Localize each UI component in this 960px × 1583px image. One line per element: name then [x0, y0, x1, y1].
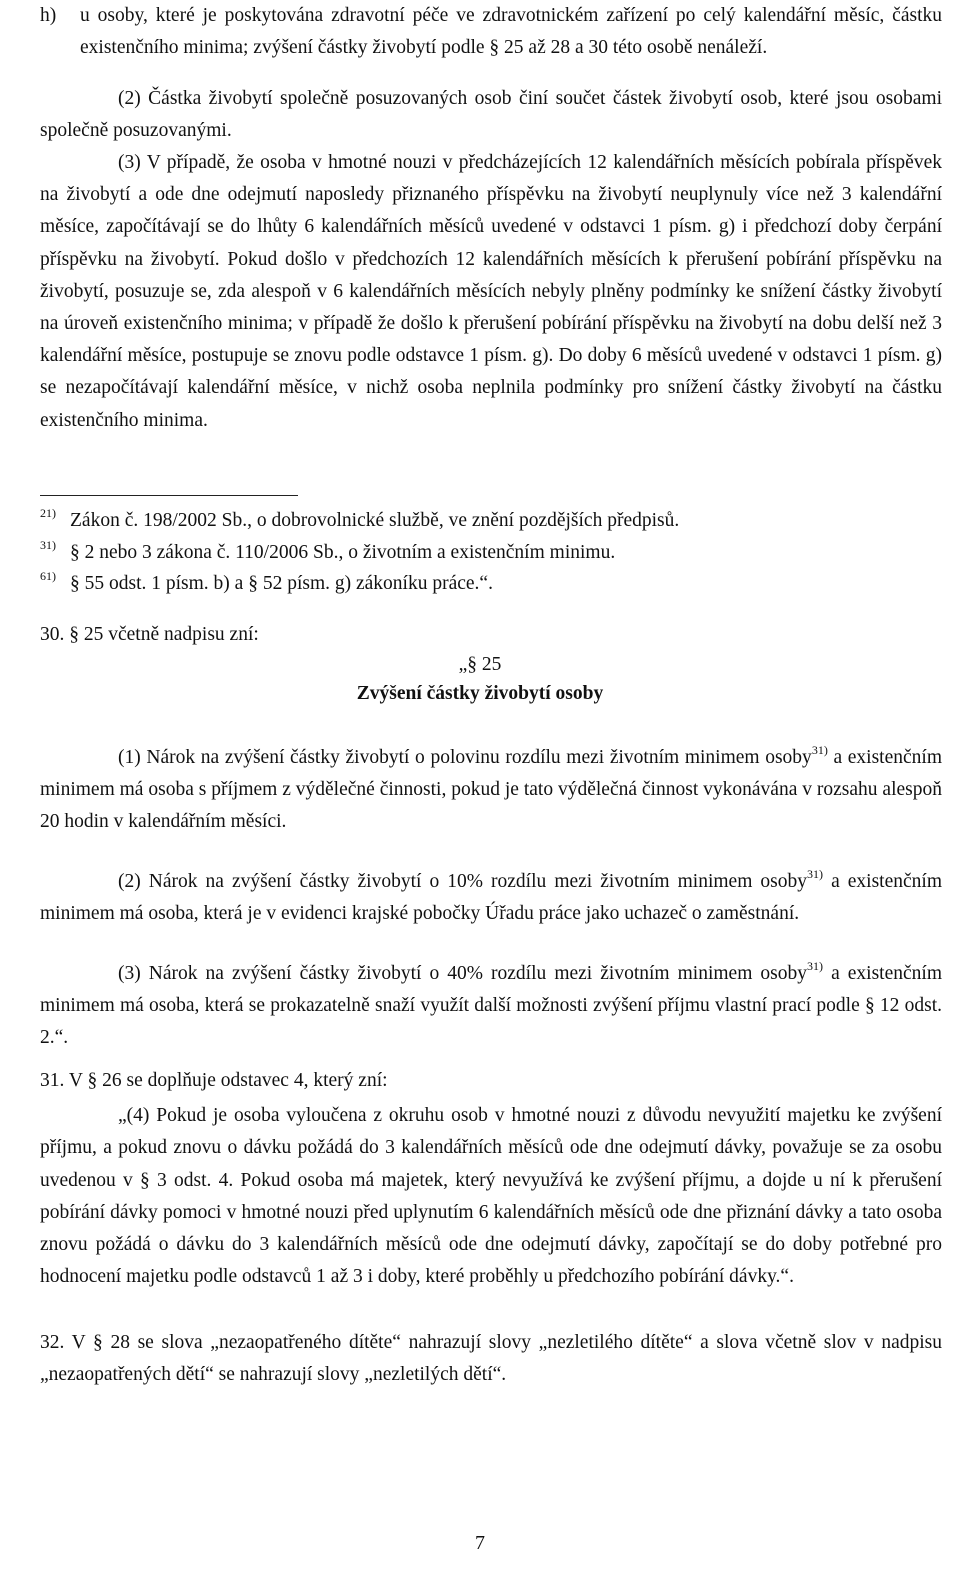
- footnote-text: Zákon č. 198/2002 Sb., o dobrovolnické službě, ve znění pozdějších předpisů.: [70, 510, 680, 531]
- paragraph-text: a existenčním minimem má osoba, která je v evidenci krajské pobočky Úřadu práce jako uchazeč o zaměstnání.: [40, 871, 942, 924]
- paragraph-2: (2) Částka živobytí společně posuzovaných osob činí součet částek živobytí osob, které jsou osobami společně posuzovanými.: [40, 88, 942, 141]
- footnote-mark: 31): [40, 538, 56, 552]
- footnote-31: [40, 532, 615, 566]
- section-heading: Zvýšení částky živobytí osoby: [356, 683, 604, 704]
- paragraph-text: a existenčním minimem má osoba, která se prokazatelně snaží využít další možnosti zvýšení příjmu vlastní prací podle § 12 odst. 2.“.: [40, 963, 942, 1048]
- item-32-text: V § 28 se slova „nezaopatřeného dítěte“ nahrazují slovy „nezletilého dítěte“ a slova včetně slov v nadpisu „nezaopatřených dětí“ se nahrazují slovy „nezletilých dětí“.: [40, 1332, 942, 1385]
- paragraph-h: [40, 0, 942, 64]
- item-32: [40, 1327, 942, 1391]
- footnote-text: § 2 nebo 3 zákona č. 110/2006 Sb., o životním a existenčním minimu.: [70, 542, 616, 563]
- footnote-separator: [40, 495, 298, 496]
- footnote-reference: 31): [807, 867, 824, 881]
- footnote-mark: 21): [40, 506, 56, 520]
- page-number: 7: [475, 1532, 485, 1554]
- section-25-paragraph-3: [40, 950, 942, 1054]
- paragraph-text: (2) Nárok na zvýšení částky živobytí o 10% rozdílu mezi životním minimem osoby: [118, 871, 808, 892]
- item-label-32: 32.: [40, 1332, 65, 1353]
- item-30-intro: [40, 619, 942, 651]
- item-label-30: 30.: [40, 624, 65, 645]
- footnote-61: [40, 563, 493, 597]
- item-31-intro-text: V § 26 se doplňuje odstavec 4, který zní:: [68, 1070, 388, 1091]
- item-30-intro-text: § 25 včetně nadpisu zní:: [69, 624, 259, 645]
- section-25-paragraph-2: [40, 858, 942, 930]
- footnote-21: [40, 500, 679, 534]
- item-label-h: h): [40, 5, 57, 26]
- paragraph-h-text: u osoby, které je poskytována zdravotní péče ve zdravotnickém zařízení po celý kalendářní měsíc, částku existenčního minima; zvýšení částky živobytí podle § 25 až 28 a 30 této osobě nenáleží.: [80, 5, 942, 58]
- paragraph-text: (1) Nárok na zvýšení částky živobytí o polovinu rozdílu mezi životním minimem osoby: [118, 747, 812, 768]
- item-31-text: „(4) Pokud je osoba vyloučena z okruhu osob v hmotné nouzi z důvodu nevyužití majetku ke zvýšení příjmu, a pokud znovu o dávku požádá do 3 kalendářních měsíců ode dne odejmutí dávky, považuje se za osobu uvedenou v § 3 odst. 4. Pokud osoba má majetek, který nevyužívá ke zvýšení příjmu, a dojde u ní k přerušení pobírání dávky pomoci v hmotné nouzi před uplynutím 6 kalendářních měsíců ode dne přiznání dávky a tato osoba znovu požádá o dávku do 3 kalendářních měsíců ode dne odejmutí dávky, započítají se do doby potřebné pro hodnocení majetku podle odstavců 1 až 3 i doby, které proběhly u předchozího pobírání dávky.“.: [40, 1105, 942, 1288]
- footnote-mark: 61): [40, 569, 56, 583]
- section-25-paragraph-1: [40, 734, 942, 838]
- footnote-text: § 55 odst. 1 písm. b) a § 52 písm. g) zákoníku práce.“.: [70, 573, 493, 594]
- footnote-reference: 31): [807, 959, 824, 973]
- section-number: „§ 25: [458, 654, 502, 675]
- paragraph-text: a existenčním minimem má osoba s příjmem z výdělečné činnosti, pokud je tato výdělečná činnost vykonávána v rozsahu alespoň 20 hodin v kalendářním měsíci.: [40, 747, 942, 832]
- footnote-reference: 31): [811, 743, 828, 757]
- item-31-intro: [40, 1065, 942, 1097]
- paragraph-text: (3) Nárok na zvýšení částky živobytí o 40% rozdílu mezi životním minimem osoby: [118, 963, 808, 984]
- item-label-31: 31.: [40, 1070, 65, 1091]
- paragraph-3: (3) V případě, že osoba v hmotné nouzi v předcházejících 12 kalendářních měsících pobírala příspěvek na živobytí a ode dne odejmutí naposledy přiznaného příspěvku na živobytí neuplynuly více než 3 kalendářní měsíce, započítávají se do lhůty 6 kalendářních měsíců uvedené v odstavci 1 písm. g) i předchozí doby čerpání příspěvku na živobytí. Pokud došlo v předchozích 12 kalendářních měsících k přerušení pobírání příspěvku na živobytí, posuzuje se, zda alespoň v 6 kalendářních měsících nebyly plněny podmínky ke snížení částky živobytí na úroveň existenčního minima; v případě že došlo k přerušení pobírání příspěvku na živobytí na dobu delší než 3 kalendářní měsíce, postupuje se znovu podle odstavce 1 písm. g). Do doby 6 měsíců uvedené v odstavci 1 písm. g) se nezapočítávají kalendářní měsíce, v nichž osoba neplnila podmínky pro snížení částky živobytí na částku existenčního minima.: [40, 152, 942, 431]
